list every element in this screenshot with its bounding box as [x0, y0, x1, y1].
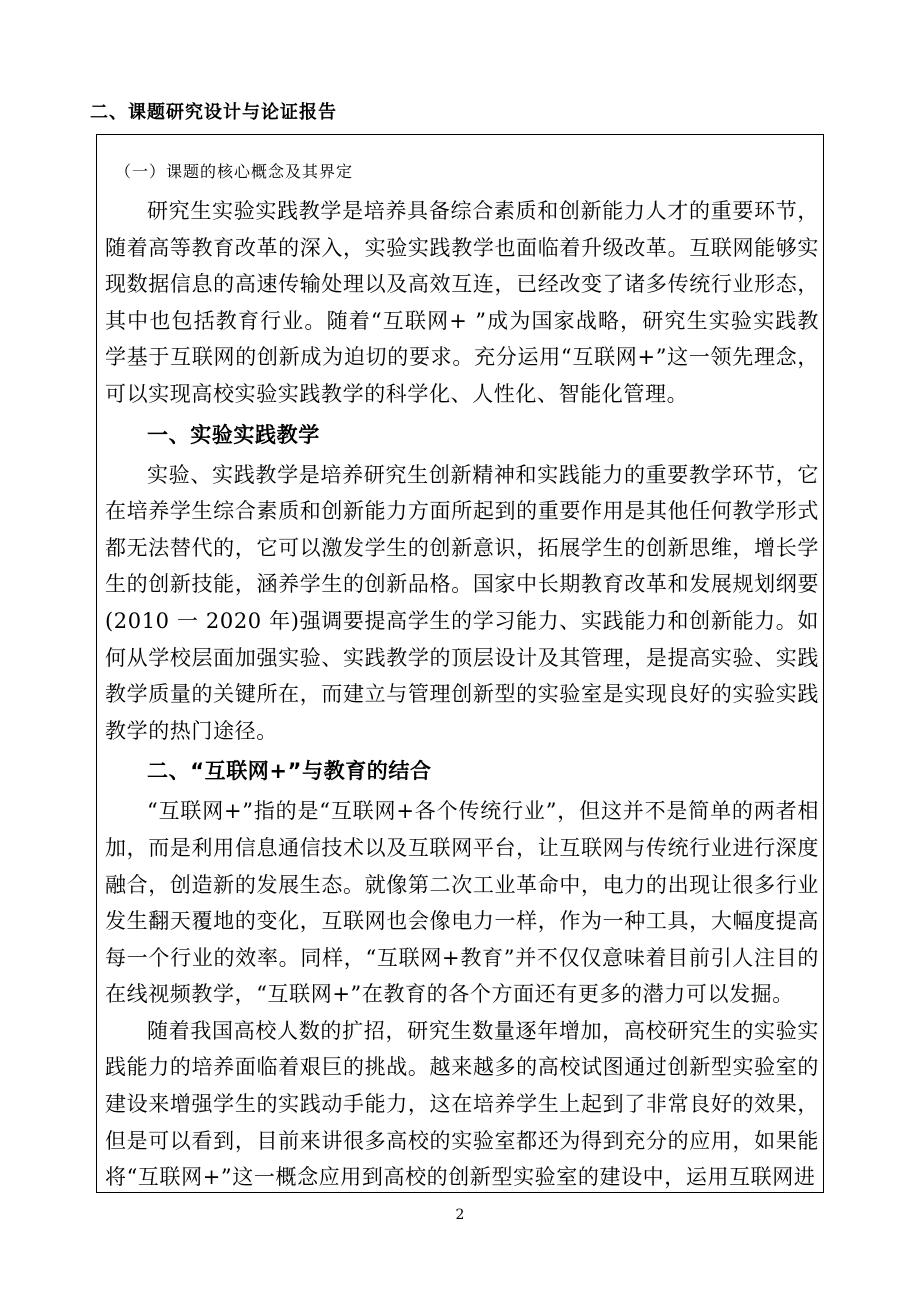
body-text — [105, 193, 819, 1193]
paragraph-expansion: 随着我国高校人数的扩招，研究生数量逐年增加，高校研究生的实验实践能力的培养面临着艰巨的挑战。越来越多的高校试图通过创新型实验室的建设来增强学生的实践动手能力，这在培养学生上起到了非常良好的效果，但是可以看到，目前来讲很多高校的实验室都还为得到充分的应用，如果能将“互联网+”这一概念应用到高校的创新型实验室的建设中，运用互联网进 — [105, 1018, 819, 1190]
heading-experiment-practice: 一、实验实践教学 — [147, 422, 320, 447]
section-title: 二、课题研究设计与论证报告 — [90, 102, 337, 123]
heading-internet-plus-education: 二、“互联网+”与教育的结合 — [147, 759, 432, 784]
paragraph-experiment-practice: 实验、实践教学是培养研究生创新精神和实践能力的重要教学环节，它在培养学生综合素质和创新能力方面所起到的重要作用是其他任何教学形式都无法替代的，它可以激发学生的创新意识，拓展学生的创新思维，增长学生的创新技能，涵养学生的创新品格。国家中长期教育改革和发展规划纲要(2010 一 2020 年)强调要提高学生的学习能力、实践能力和创新能力。如何从学校层面加强实验、实践教学的顶层设计及其管理，是提高实验、实践教学质量的关键所在，而建立与管理创新型的实验室是实现良好的实验实践教学的热门途径。 — [105, 462, 819, 743]
paragraph-internet-plus: “互联网+”指的是“互联网+各个传统行业”，但这并不是简单的两者相加，而是利用信息通信技术以及互联网平台，让互联网与传统行业进行深度融合，创造新的发展生态。就像第二次工业革命中，电力的出现让很多行业发生翻天覆地的变化，互联网也会像电力一样，作为一种工具，大幅度提高每一个行业的效率。同样，“互联网+教育”并不仅仅意味着目前引人注目的在线视频教学，“互联网+”在教育的各个方面还有更多的潜力可以发掘。 — [105, 799, 819, 1007]
paragraph-intro: 研究生实验实践教学是培养具备综合素质和创新能力人才的重要环节，随着高等教育改革的深入，实验实践教学也面临着升级改革。互联网能够实现数据信息的高速传输处理以及高效互连，已经改变了诸多传统行业形态，其中也包括教育行业。随着“互联网+ ”成为国家战略，研究生实验实践教学基于互联网的创新成为迫切的要求。充分运用“互联网+”这一领先理念，可以实现高校实验实践教学的科学化、人性化、智能化管理。 — [105, 199, 819, 406]
page-number: 2 — [455, 1207, 465, 1223]
content-frame — [96, 134, 824, 1193]
subsection-title: （一）课题的核心概念及其界定 — [115, 162, 354, 181]
